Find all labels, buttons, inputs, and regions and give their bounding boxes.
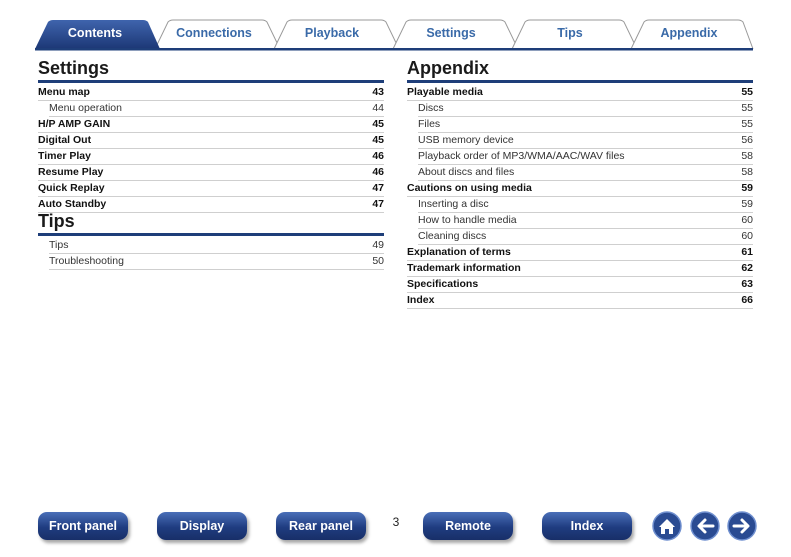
appendix-heading: Appendix xyxy=(407,58,490,78)
tips-heading: Tips xyxy=(38,211,75,231)
toc-entry[interactable] xyxy=(49,238,384,254)
tab-playback[interactable]: Playback xyxy=(304,26,360,40)
toc-entry-text: H/P AMP GAIN xyxy=(38,118,111,130)
toc-entry-text: Playback order of MP3/WMA/AAC/WAV files xyxy=(418,150,625,162)
toc-entry[interactable] xyxy=(407,181,753,197)
toc-entry[interactable] xyxy=(418,149,753,165)
toc-entry[interactable] xyxy=(407,85,753,101)
toc-entry-text: Resume Play xyxy=(38,166,104,178)
toc-entry-page: 45 xyxy=(372,118,384,130)
toc-entry-page: 59 xyxy=(741,182,753,194)
toc-entry[interactable] xyxy=(38,133,384,149)
toc-entry[interactable] xyxy=(407,261,753,277)
toc-entry-page: 50 xyxy=(372,255,384,267)
toc-entry[interactable] xyxy=(38,181,384,197)
toc-entry-text: Explanation of terms xyxy=(407,246,511,258)
toc-entry-text: Digital Out xyxy=(38,134,92,146)
toc-entry-page: 58 xyxy=(741,166,753,178)
toc-entry-page: 46 xyxy=(372,150,384,162)
toc-entry[interactable] xyxy=(407,245,753,261)
home-icon xyxy=(652,511,682,541)
toc-entry-page: 55 xyxy=(741,102,753,114)
back-button[interactable] xyxy=(690,511,720,541)
toc-entry-text: Index xyxy=(407,294,435,306)
toc-entry-text: Playable media xyxy=(407,86,483,98)
toc-entry-text: Inserting a disc xyxy=(418,198,489,210)
toc-entry-text: Trademark information xyxy=(407,262,521,274)
toc-entry-page: 56 xyxy=(741,134,753,146)
toc-entry[interactable] xyxy=(38,197,384,213)
toc-entry-text: About discs and files xyxy=(418,166,515,178)
toc-entry-page: 63 xyxy=(741,278,753,290)
arrow-left-icon xyxy=(690,511,720,541)
rear-panel-button[interactable]: Rear panel xyxy=(276,512,366,540)
toc-entry[interactable] xyxy=(418,213,753,229)
toc-entry-page: 44 xyxy=(372,102,384,114)
page-number: 3 xyxy=(392,515,400,529)
settings-toc xyxy=(38,85,384,213)
settings-heading: Settings xyxy=(38,58,110,78)
toc-entry-page: 49 xyxy=(372,239,384,251)
toc-entry[interactable] xyxy=(38,85,384,101)
tab-bar xyxy=(0,0,791,52)
toc-entry-page: 62 xyxy=(741,262,753,274)
toc-entry-page: 60 xyxy=(741,230,753,242)
tips-rule xyxy=(38,233,384,236)
tab-appendix[interactable]: Appendix xyxy=(660,26,718,40)
toc-entry[interactable] xyxy=(38,165,384,181)
appendix-rule xyxy=(407,80,753,83)
toc-entry-text: Cautions on using media xyxy=(407,182,532,194)
toc-entry-text: Troubleshooting xyxy=(49,255,124,267)
remote-button[interactable]: Remote xyxy=(423,512,513,540)
toc-entry-text: USB memory device xyxy=(418,134,514,146)
toc-entry-page: 59 xyxy=(741,198,753,210)
toc-entry[interactable] xyxy=(418,229,753,245)
tab-settings[interactable]: Settings xyxy=(426,26,476,40)
toc-entry-text: Files xyxy=(418,118,441,130)
toc-entry-page: 58 xyxy=(741,150,753,162)
toc-entry-page: 66 xyxy=(741,294,753,306)
toc-entry[interactable] xyxy=(38,117,384,133)
toc-entry-page: 55 xyxy=(741,86,753,98)
toc-entry[interactable] xyxy=(418,101,753,117)
front-panel-button[interactable]: Front panel xyxy=(38,512,128,540)
toc-entry[interactable] xyxy=(418,165,753,181)
settings-rule xyxy=(38,80,384,83)
home-button[interactable] xyxy=(652,511,682,541)
toc-entry-text: Discs xyxy=(418,102,444,114)
index-button[interactable]: Index xyxy=(542,512,632,540)
tips-toc xyxy=(38,238,384,270)
toc-entry-text: Quick Replay xyxy=(38,182,105,194)
toc-entry-text: Specifications xyxy=(407,278,479,290)
toc-entry-text: How to handle media xyxy=(418,214,517,226)
toc-entry-page: 55 xyxy=(741,118,753,130)
toc-entry[interactable] xyxy=(407,293,753,309)
toc-entry-page: 61 xyxy=(741,246,753,258)
toc-entry-text: Timer Play xyxy=(38,150,91,162)
toc-entry-text: Menu operation xyxy=(49,102,122,114)
forward-button[interactable] xyxy=(727,511,757,541)
toc-entry-page: 60 xyxy=(741,214,753,226)
appendix-toc xyxy=(407,85,753,309)
toc-entry-page: 45 xyxy=(372,134,384,146)
arrow-right-icon xyxy=(727,511,757,541)
toc-entry[interactable] xyxy=(49,254,384,270)
toc-entry[interactable] xyxy=(38,149,384,165)
toc-entry-text: Tips xyxy=(49,239,69,251)
toc-entry-page: 46 xyxy=(372,166,384,178)
toc-entry[interactable] xyxy=(407,277,753,293)
toc-entry-text: Cleaning discs xyxy=(418,230,487,242)
tab-tips[interactable]: Tips xyxy=(557,26,583,40)
display-button[interactable]: Display xyxy=(157,512,247,540)
toc-entry[interactable] xyxy=(418,197,753,213)
toc-entry[interactable] xyxy=(49,101,384,117)
toc-entry-page: 47 xyxy=(372,182,384,194)
toc-entry-page: 43 xyxy=(372,86,384,98)
toc-entry-text: Auto Standby xyxy=(38,198,107,210)
toc-entry[interactable] xyxy=(418,133,753,149)
toc-entry[interactable] xyxy=(418,117,753,133)
toc-entry-page: 47 xyxy=(372,198,384,210)
toc-entry-text: Menu map xyxy=(38,86,90,98)
tab-contents[interactable]: Contents xyxy=(67,26,123,40)
tab-connections[interactable]: Connections xyxy=(176,26,252,40)
